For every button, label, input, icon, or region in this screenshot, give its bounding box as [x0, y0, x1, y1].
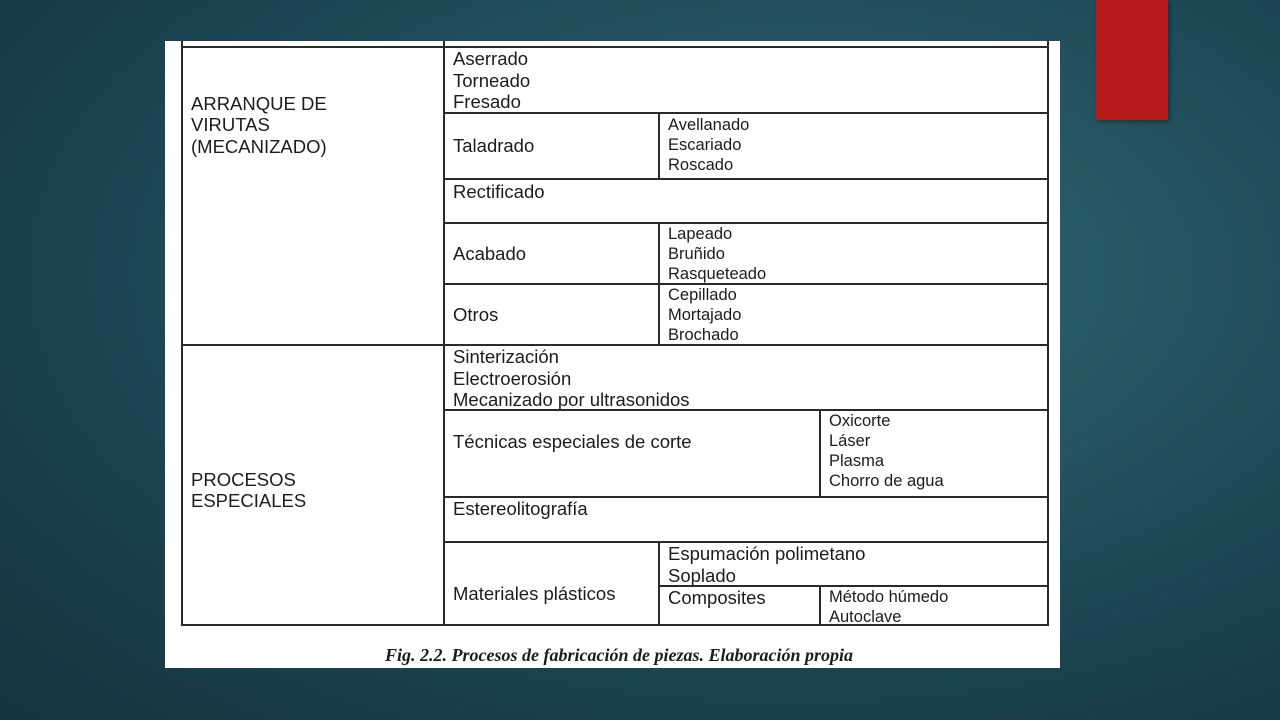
- process-cell-sinterizacion: Sinterización Electroerosión Mecanizado por ultrasonidos: [443, 344, 1049, 409]
- variants-cell-corte: Oxicorte Láser Plasma Chorro de agua: [819, 409, 1049, 496]
- process-cell-taladrado: Taladrado: [443, 112, 658, 178]
- category-cell-arranque: ARRANQUE DE VIRUTAS (MECANIZADO): [181, 46, 443, 344]
- decorative-red-tab: [1096, 0, 1168, 120]
- process-cell-otros: Otros: [443, 283, 658, 344]
- variants-cell-otros: Cepillado Mortajado Brochado: [658, 283, 1049, 344]
- process-table: [181, 41, 1049, 628]
- variants-cell-taladrado: Avellanado Escariado Roscado: [658, 112, 1049, 178]
- process-cell-aserrado: Aserrado Torneado Fresado: [443, 46, 1049, 112]
- variants-cell-acabado: Lapeado Bruñido Rasqueteado: [658, 222, 1049, 283]
- process-cell-corte: Técnicas especiales de corte: [443, 409, 819, 496]
- process-cell-plasticos: Materiales plásticos: [443, 541, 658, 626]
- figure-sheet: [165, 41, 1060, 668]
- variants-cell-composites: Método húmedo Autoclave: [819, 585, 1049, 626]
- sub-cell-composites: Composites: [658, 585, 819, 626]
- category-cell-especiales: PROCESOS ESPECIALES: [181, 344, 443, 626]
- sub-cell-espumacion: Espumación polimetano Soplado: [658, 541, 1049, 585]
- process-cell-rectificado: Rectificado: [443, 178, 1049, 222]
- process-cell-estereolitografia: Estereolitografía: [443, 496, 1049, 541]
- process-cell-acabado: Acabado: [443, 222, 658, 283]
- figure-caption: Fig. 2.2. Procesos de fabricación de piezas. Elaboración propia: [385, 645, 853, 665]
